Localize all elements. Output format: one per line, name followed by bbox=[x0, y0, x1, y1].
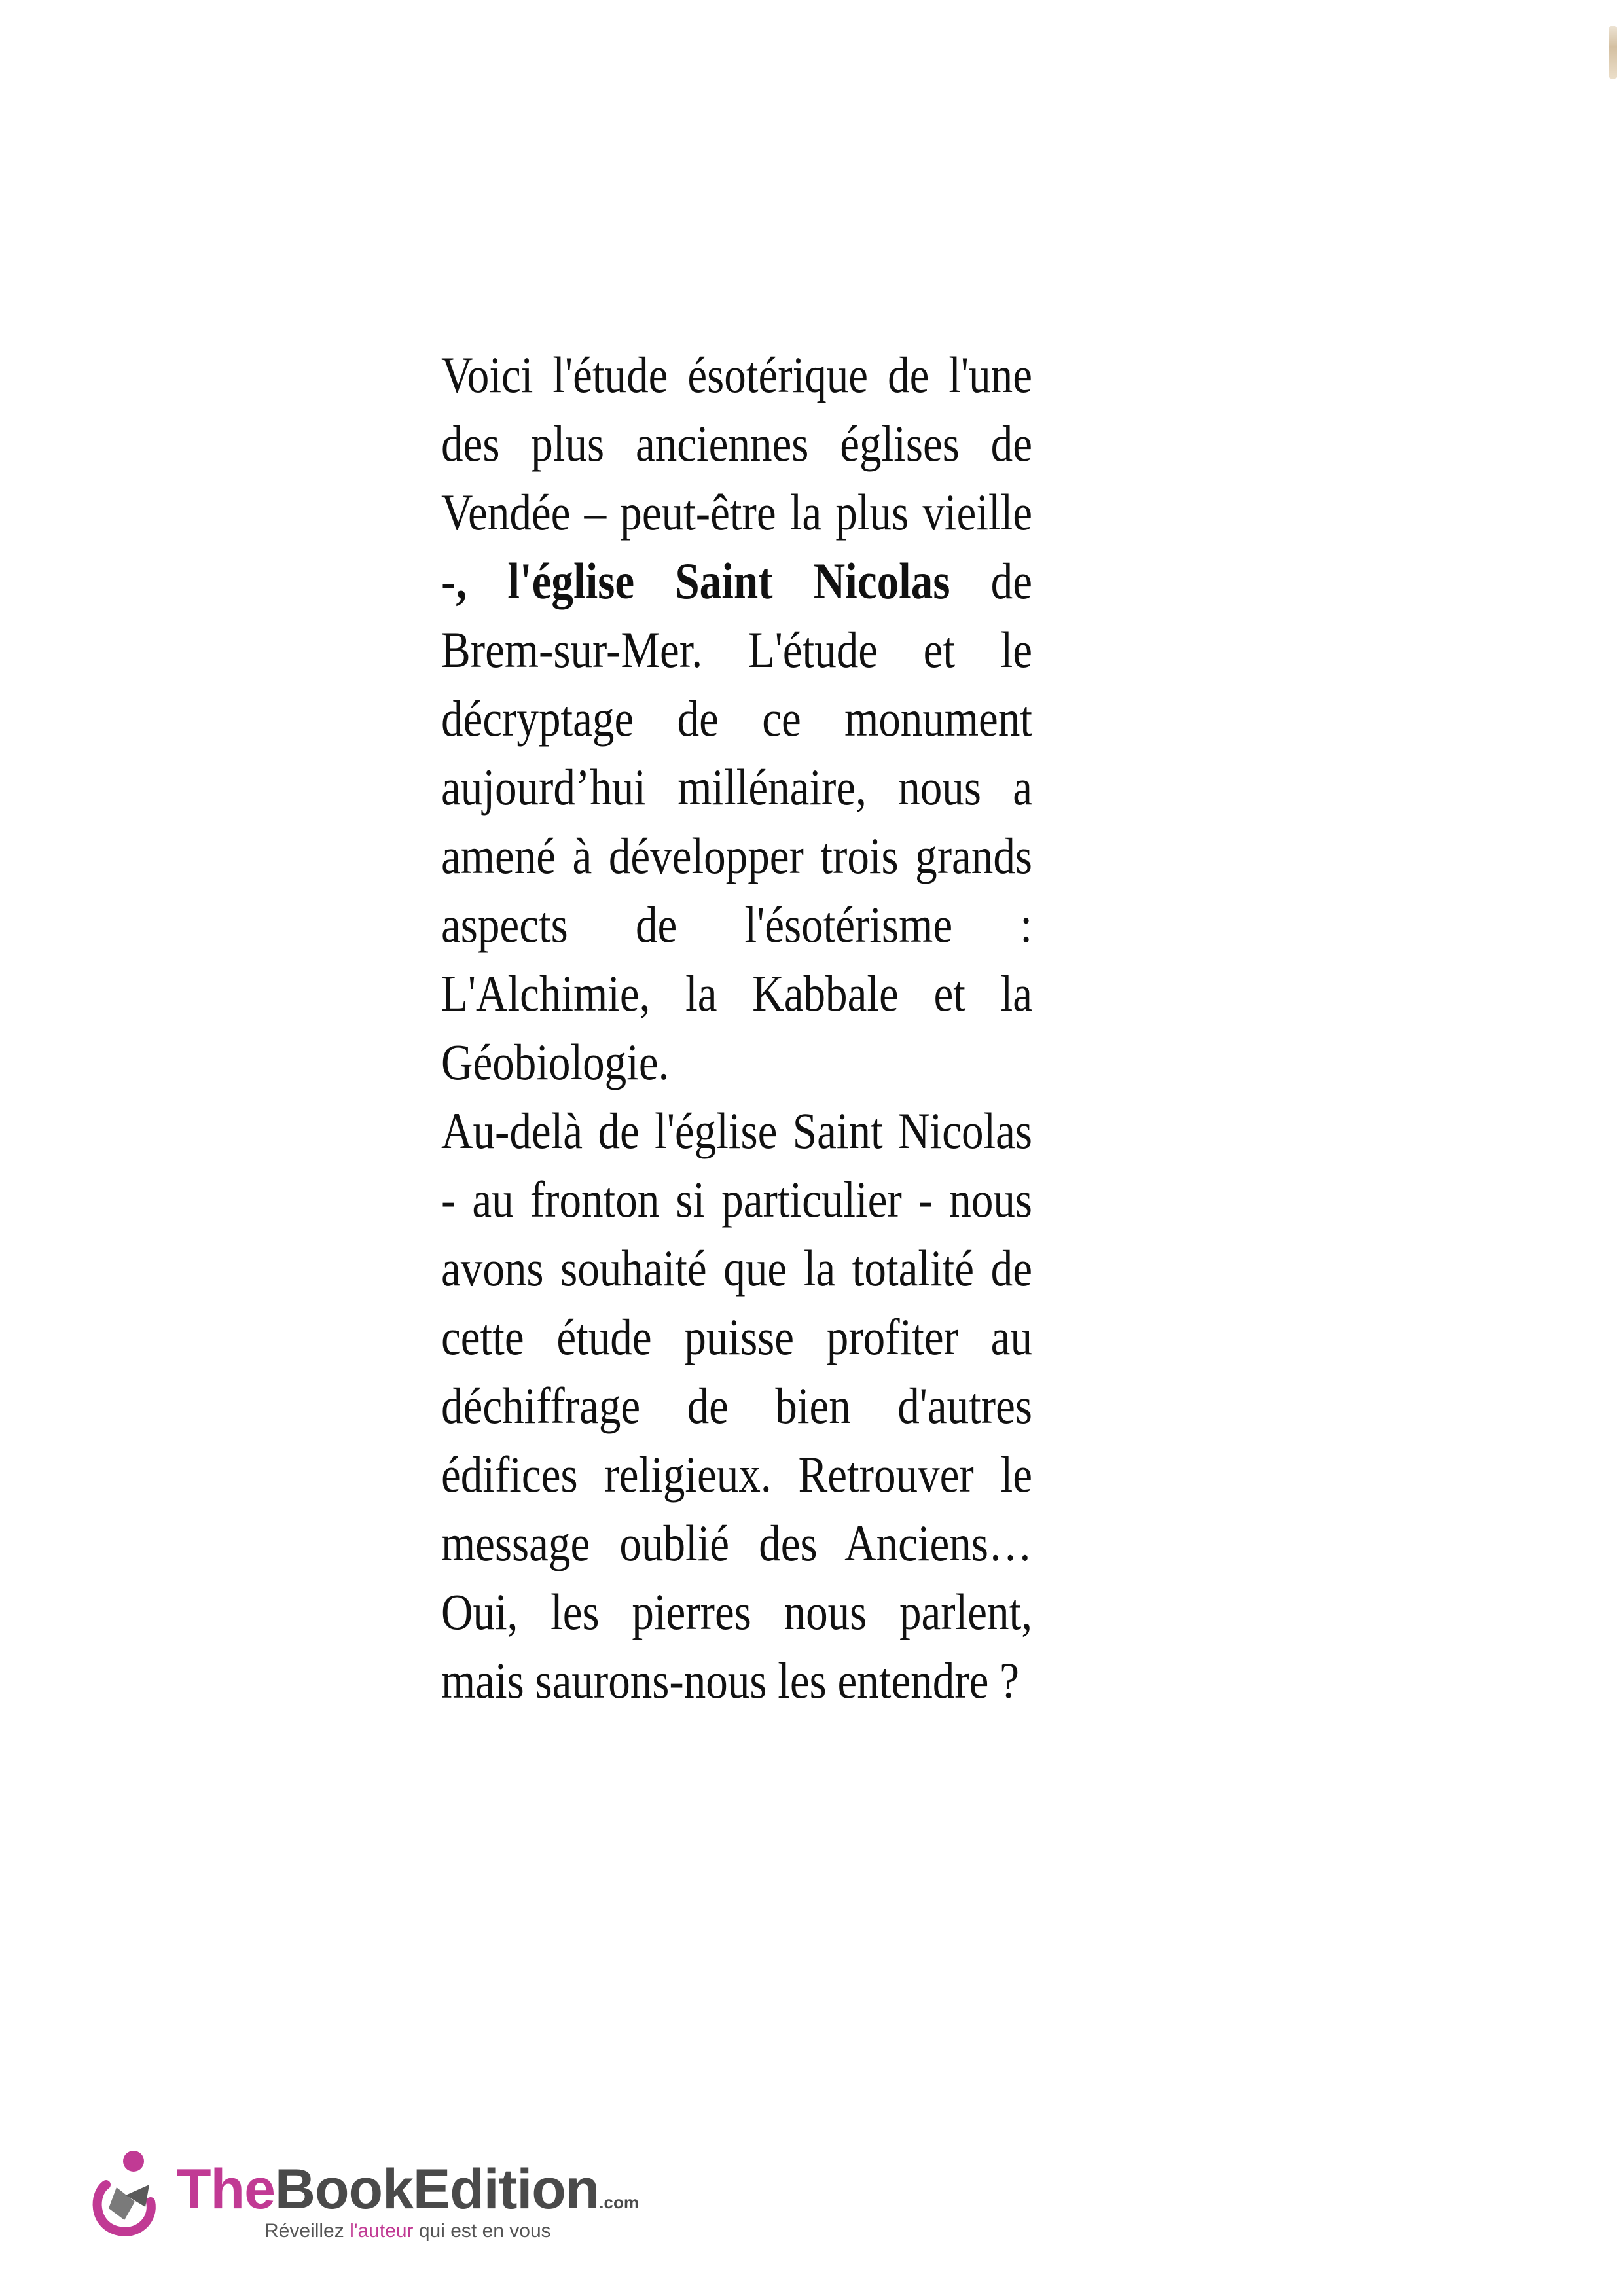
tagline-part: Réveillez bbox=[264, 2220, 350, 2242]
blurb-bold-church-name: -, l'église Saint Nicolas bbox=[441, 552, 950, 609]
blurb-text: Voici l'étude ésotérique de l'une des plus anciennes églises de Vendée – peut-être la plus vieille bbox=[441, 346, 1032, 541]
back-cover-blurb bbox=[441, 340, 1032, 1715]
blurb-paragraph-1 bbox=[441, 340, 1032, 1096]
tagline-part: qui est en vous bbox=[413, 2220, 551, 2242]
publisher-logo bbox=[86, 2147, 639, 2245]
reader-figure-icon bbox=[86, 2147, 171, 2245]
wordmark-bookedition: BookEdition bbox=[274, 2158, 600, 2221]
publisher-tagline bbox=[264, 2220, 551, 2242]
blurb-text: de Brem-sur-Mer. L'étude et le décryptage de ce monument aujourd’hui millénaire, nous a amené à développer trois grands aspects de l'ésotérisme : L'Alchimie, la Kabbale et la Géobiologie. bbox=[441, 552, 1032, 1090]
corner-mark bbox=[1609, 26, 1617, 79]
wordmark-the: The bbox=[177, 2158, 275, 2221]
publisher-wordmark bbox=[177, 2158, 639, 2221]
wordmark-dotcom: .com bbox=[599, 2193, 639, 2212]
tagline-highlight: l'auteur bbox=[350, 2220, 414, 2242]
blurb-paragraph-2: Au-delà de l'église Saint Nicolas - au fronton si particulier - nous avons souhaité que la totalité de cette étude puisse profiter au déchiffrage de bien d'autres édifices religieux. Retrouver le message oublié des Anciens… Oui, les pierres nous parlent, mais saurons-nous les entendre ? bbox=[441, 1102, 1032, 1709]
